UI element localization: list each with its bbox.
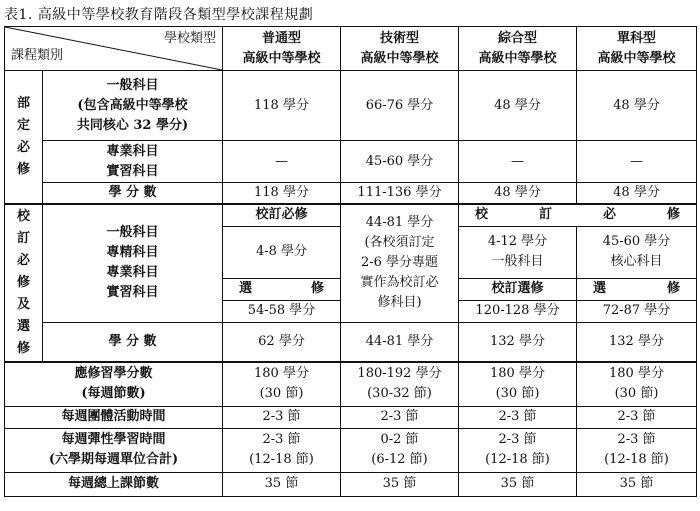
header-type: 單科型 (616, 30, 656, 46)
subject-professional-cell: 專業科目 實習科目 (43, 141, 223, 183)
value-cell: 2-3 節 (459, 406, 577, 428)
header-type: 技術型 (379, 30, 419, 46)
elective-label: 選 修 (223, 278, 341, 300)
table-caption: 表1. 高級中等學校教育階段各類型學校課程規劃 (4, 7, 314, 23)
value-cell: 4-8 學分 (223, 226, 341, 278)
table-row (5, 428, 697, 472)
header-school: 高級中等學校 (478, 50, 557, 66)
value-cell: 72-87 學分 (577, 300, 697, 322)
value-cell: 118 學分 (223, 71, 341, 141)
curriculum-table (4, 26, 697, 497)
header-course-category: 課程類別 (11, 48, 64, 63)
header-school: 高級中等學校 (360, 50, 439, 66)
value-cell: 48 學分 (459, 183, 577, 205)
value-cell: 54-58 學分 (223, 300, 341, 322)
table-row (5, 71, 697, 141)
value-cell: 35 節 (577, 472, 697, 496)
header-col-single (577, 27, 697, 71)
header-row (5, 27, 697, 71)
elective-label: 選 修 (577, 278, 697, 300)
table-row (5, 322, 697, 362)
table-row (5, 362, 697, 406)
section2-label: 校 訂 必 修 及 選 修 (5, 204, 43, 362)
header-type: 普通型 (261, 30, 301, 46)
table-row (5, 406, 697, 428)
value-cell: 66-76 學分 (341, 71, 459, 141)
subject-general-cell: 一般科目 (包含高級中等學校 共同核心 32 學分) (43, 71, 223, 141)
value-cell: — (223, 141, 341, 183)
value-cell: 180 學分 (30 節) (459, 362, 577, 406)
school-required-span-label: 校 訂 必 修 (459, 204, 697, 226)
value-cell: 44-81 學分 (341, 322, 459, 362)
value-cell: 35 節 (341, 472, 459, 496)
header-school: 高級中等學校 (597, 50, 676, 66)
value-cell: 118 學分 (223, 183, 341, 205)
value-cell: 48 學分 (577, 71, 697, 141)
value-cell: 0-2 節 (6-12 節) (341, 428, 459, 472)
total-periods-label: 每週總上課節數 (5, 472, 223, 496)
value-cell: 2-3 節 (341, 406, 459, 428)
value-cell: 4-12 學分 一般科目 (459, 226, 577, 278)
flexible-time-label: 每週彈性學習時間 (六學期每週單位合計) (5, 428, 223, 472)
value-cell: 180-192 學分 (30-32 節) (341, 362, 459, 406)
value-cell: 111-136 學分 (341, 183, 459, 205)
value-cell: 48 學分 (459, 71, 577, 141)
value-cell: — (577, 141, 697, 183)
subject-list-cell: 一般科目 專精科目 專業科目 實習科目 (43, 204, 223, 322)
credits-total-label: 學 分 數 (43, 183, 223, 205)
section1-label: 部 定 必 修 (5, 71, 43, 205)
value-cell: 2-3 節 (12-18 節) (223, 428, 341, 472)
value-cell: 45-60 學分 核心科目 (577, 226, 697, 278)
header-school-type: 學校類型 (163, 31, 216, 46)
value-cell: — (459, 141, 577, 183)
table-row (5, 204, 697, 226)
school-required-label: 校訂必修 (223, 204, 341, 226)
value-cell: 48 學分 (577, 183, 697, 205)
value-cell: 132 學分 (459, 322, 577, 362)
header-type: 綜合型 (497, 30, 537, 46)
header-col-comprehensive (459, 27, 577, 71)
value-cell: 120-128 學分 (459, 300, 577, 322)
value-cell: 35 節 (223, 472, 341, 496)
table-row (5, 183, 697, 205)
value-cell: 2-3 節 (12-18 節) (577, 428, 697, 472)
header-school: 高級中等學校 (242, 50, 321, 66)
value-cell: 180 學分 (30 節) (577, 362, 697, 406)
credits-total-label: 學 分 數 (43, 322, 223, 362)
header-corner-cell (5, 27, 223, 71)
school-elective-label: 校訂選修 (459, 278, 577, 300)
table-row (5, 472, 697, 496)
value-cell: 35 節 (459, 472, 577, 496)
value-cell: 180 學分 (30 節) (223, 362, 341, 406)
header-col-general (223, 27, 341, 71)
value-cell: 45-60 學分 (341, 141, 459, 183)
header-col-technical (341, 27, 459, 71)
value-cell: 62 學分 (223, 322, 341, 362)
group-activity-label: 每週團體活動時間 (5, 406, 223, 428)
value-cell: 132 學分 (577, 322, 697, 362)
technical-credits-cell: 44-81 學分 (各校須訂定 2-6 學分專題 實作為校訂必 修科目) (341, 204, 459, 322)
required-credits-label: 應修習學分數 (每週節數) (5, 362, 223, 406)
value-cell: 2-3 節 (577, 406, 697, 428)
value-cell: 2-3 節 (12-18 節) (459, 428, 577, 472)
value-cell: 2-3 節 (223, 406, 341, 428)
table-row (5, 141, 697, 183)
